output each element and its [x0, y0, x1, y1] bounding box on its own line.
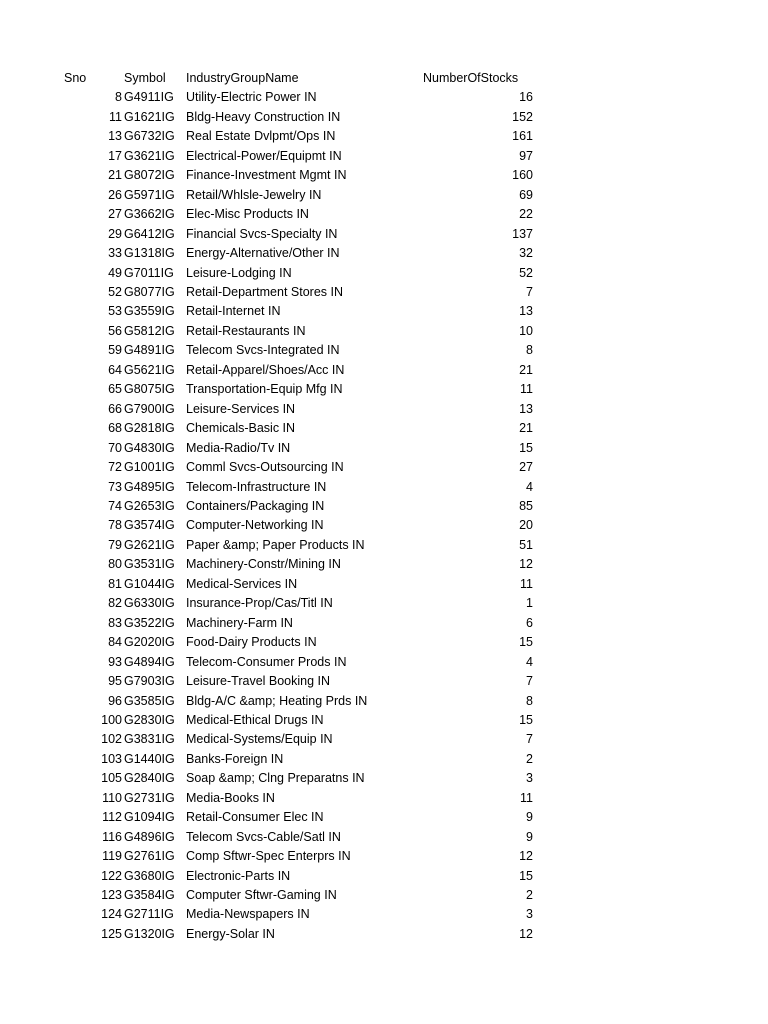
table-row: [0, 186, 768, 205]
sno-cell: 81: [108, 576, 122, 591]
symbol-cell: G1440IG: [124, 751, 175, 766]
symbol-cell: G2711IG: [124, 907, 174, 922]
industry-group-name-cell: Paper &amp; Paper Products IN: [186, 537, 365, 552]
symbol-cell: G4894IG: [124, 654, 175, 669]
symbol-cell: G7011IG: [124, 265, 174, 280]
table-row: [0, 322, 768, 341]
table-body: [0, 88, 768, 944]
sno-cell: 65: [108, 382, 122, 397]
sno-cell: 64: [108, 362, 122, 377]
industry-group-name-cell: Media-Newspapers IN: [186, 907, 310, 922]
number-of-stocks-cell: 13: [519, 304, 533, 319]
symbol-cell: G3522IG: [124, 615, 175, 630]
table-row: [0, 847, 768, 866]
sno-cell: 74: [108, 498, 122, 513]
industry-group-name-cell: Retail/Whlsle-Jewelry IN: [186, 187, 322, 202]
number-of-stocks-cell: 9: [526, 829, 533, 844]
sno-cell: 96: [108, 693, 122, 708]
sno-cell: 72: [108, 460, 122, 475]
table-row: [0, 244, 768, 263]
symbol-cell: G5621IG: [124, 362, 175, 377]
industry-group-name-cell: Retail-Restaurants IN: [186, 323, 306, 338]
industry-group-name-cell: Insurance-Prop/Cas/Titl IN: [186, 596, 333, 611]
sno-cell: 84: [108, 635, 122, 650]
table-row: [0, 205, 768, 224]
sno-cell: 80: [108, 557, 122, 572]
sno-cell: 123: [101, 888, 122, 903]
symbol-cell: G1044IG: [124, 576, 175, 591]
industry-group-name-cell: Computer-Networking IN: [186, 518, 324, 533]
symbol-cell: G3584IG: [124, 888, 175, 903]
header-industry-group-name: IndustryGroupName: [186, 71, 299, 85]
number-of-stocks-cell: 12: [519, 849, 533, 864]
number-of-stocks-cell: 11: [520, 382, 533, 397]
number-of-stocks-cell: 15: [519, 440, 533, 455]
header-sno: Sno: [64, 71, 87, 85]
symbol-cell: G3559IG: [124, 304, 175, 319]
header-number-of-stocks: NumberOfStocks: [423, 71, 519, 85]
symbol-cell: G8072IG: [124, 168, 175, 183]
industry-group-name-cell: Telecom Svcs-Integrated IN: [186, 343, 340, 358]
industry-group-name-cell: Soap &amp; Clng Preparatns IN: [186, 771, 365, 786]
table-row: [0, 769, 768, 788]
industry-group-name-cell: Media-Radio/Tv IN: [186, 440, 291, 455]
symbol-cell: G2761IG: [124, 849, 175, 864]
sno-cell: 102: [101, 732, 122, 747]
symbol-cell: G4896IG: [124, 829, 175, 844]
sno-cell: 103: [101, 751, 122, 766]
sno-cell: 78: [108, 518, 122, 533]
table-row: [0, 400, 768, 419]
sno-cell: 110: [102, 790, 122, 805]
sno-cell: 33: [108, 246, 122, 261]
industry-group-name-cell: Containers/Packaging IN: [186, 498, 325, 513]
number-of-stocks-cell: 4: [526, 654, 533, 669]
number-of-stocks-cell: 22: [519, 207, 533, 222]
industry-group-name-cell: Banks-Foreign IN: [186, 751, 284, 766]
symbol-cell: G6732IG: [124, 129, 175, 144]
industry-group-name-cell: Retail-Internet IN: [186, 304, 281, 319]
header-symbol: Symbol: [124, 71, 166, 85]
sno-cell: 52: [108, 284, 122, 299]
industry-group-name-cell: Electronic-Parts IN: [186, 868, 291, 883]
table-row: [0, 633, 768, 652]
symbol-cell: G2818IG: [124, 421, 175, 436]
symbol-cell: G1621IG: [124, 109, 175, 124]
number-of-stocks-cell: 21: [519, 362, 533, 377]
number-of-stocks-cell: 1: [526, 596, 533, 611]
sno-cell: 66: [108, 401, 122, 416]
industry-group-name-cell: Machinery-Constr/Mining IN: [186, 557, 341, 572]
sno-cell: 95: [108, 674, 122, 689]
number-of-stocks-cell: 152: [512, 109, 533, 124]
table-row: [0, 925, 768, 944]
industry-group-name-cell: Telecom-Consumer Prods IN: [186, 654, 347, 669]
number-of-stocks-cell: 2: [526, 751, 533, 766]
sno-cell: 27: [108, 207, 122, 222]
symbol-cell: G8075IG: [124, 382, 175, 397]
symbol-cell: G2731IG: [124, 790, 175, 805]
symbol-cell: G7900IG: [124, 401, 175, 416]
number-of-stocks-cell: 15: [519, 868, 533, 883]
symbol-cell: G7903IG: [124, 674, 175, 689]
industry-group-name-cell: Real Estate Dvlpmt/Ops IN: [186, 129, 336, 144]
table-row: [0, 225, 768, 244]
table-row: [0, 127, 768, 146]
table-row: [0, 478, 768, 497]
table-row: [0, 361, 768, 380]
industry-group-name-cell: Energy-Alternative/Other IN: [186, 246, 340, 261]
industry-group-table: [0, 69, 768, 944]
number-of-stocks-cell: 7: [526, 732, 533, 747]
sno-cell: 116: [102, 829, 122, 844]
number-of-stocks-cell: 10: [519, 323, 533, 338]
symbol-cell: G4895IG: [124, 479, 175, 494]
table-row: [0, 88, 768, 107]
symbol-cell: G3585IG: [124, 693, 175, 708]
table-row: [0, 730, 768, 749]
industry-group-name-cell: Leisure-Travel Booking IN: [186, 674, 331, 689]
sno-cell: 53: [108, 304, 122, 319]
number-of-stocks-cell: 12: [519, 926, 533, 941]
table-row: [0, 614, 768, 633]
table-row: [0, 575, 768, 594]
industry-group-name-cell: Finance-Investment Mgmt IN: [186, 168, 347, 183]
table-row: [0, 905, 768, 924]
table-row: [0, 536, 768, 555]
industry-group-name-cell: Financial Svcs-Specialty IN: [186, 226, 338, 241]
table-row: [0, 828, 768, 847]
sno-cell: 105: [101, 771, 122, 786]
number-of-stocks-cell: 4: [526, 479, 533, 494]
sno-cell: 93: [108, 654, 122, 669]
sno-cell: 112: [102, 810, 122, 825]
sno-cell: 17: [108, 148, 122, 163]
sno-cell: 70: [108, 440, 122, 455]
sno-cell: 124: [101, 907, 122, 922]
number-of-stocks-cell: 2: [526, 888, 533, 903]
table-row: [0, 867, 768, 886]
industry-group-name-cell: Telecom-Infrastructure IN: [186, 479, 327, 494]
symbol-cell: G1001IG: [124, 460, 175, 475]
sno-cell: 82: [108, 596, 122, 611]
table-row: [0, 439, 768, 458]
sno-cell: 68: [108, 421, 122, 436]
symbol-cell: G3831IG: [124, 732, 175, 747]
number-of-stocks-cell: 7: [526, 284, 533, 299]
table-row: [0, 264, 768, 283]
symbol-cell: G4911IG: [124, 90, 174, 105]
number-of-stocks-cell: 16: [519, 90, 533, 105]
sno-cell: 122: [101, 868, 122, 883]
sno-cell: 125: [101, 926, 122, 941]
industry-group-name-cell: Electrical-Power/Equipmt IN: [186, 148, 342, 163]
number-of-stocks-cell: 85: [519, 498, 533, 513]
table-row: [0, 419, 768, 438]
sno-cell: 59: [108, 343, 122, 358]
table-row: [0, 653, 768, 672]
number-of-stocks-cell: 9: [526, 810, 533, 825]
industry-group-name-cell: Machinery-Farm IN: [186, 615, 293, 630]
industry-group-name-cell: Medical-Ethical Drugs IN: [186, 712, 324, 727]
sno-cell: 83: [108, 615, 122, 630]
sno-cell: 73: [108, 479, 122, 494]
sno-cell: 21: [108, 168, 122, 183]
industry-group-name-cell: Bldg-A/C &amp; Heating Prds IN: [186, 693, 368, 708]
industry-group-name-cell: Leisure-Lodging IN: [186, 265, 292, 280]
table-row: [0, 283, 768, 302]
table-row: [0, 380, 768, 399]
symbol-cell: G3621IG: [124, 148, 175, 163]
number-of-stocks-cell: 69: [519, 187, 533, 202]
table-row: [0, 594, 768, 613]
industry-group-name-cell: Medical-Services IN: [186, 576, 298, 591]
industry-group-name-cell: Retail-Department Stores IN: [186, 284, 344, 299]
industry-group-name-cell: Retail-Apparel/Shoes/Acc IN: [186, 362, 345, 377]
industry-group-name-cell: Media-Books IN: [186, 790, 275, 805]
table-row: [0, 341, 768, 360]
industry-group-name-cell: Elec-Misc Products IN: [186, 207, 309, 222]
symbol-cell: G1318IG: [124, 246, 175, 261]
table-row: [0, 516, 768, 535]
symbol-cell: G4891IG: [124, 343, 175, 358]
symbol-cell: G6330IG: [124, 596, 175, 611]
table-row: [0, 711, 768, 730]
number-of-stocks-cell: 97: [519, 148, 533, 163]
table-row: [0, 302, 768, 321]
sno-cell: 13: [108, 129, 122, 144]
industry-group-name-cell: Comml Svcs-Outsourcing IN: [186, 460, 344, 475]
table-row: [0, 458, 768, 477]
industry-group-name-cell: Leisure-Services IN: [186, 401, 296, 416]
symbol-cell: G3574IG: [124, 518, 175, 533]
sno-cell: 79: [108, 537, 122, 552]
symbol-cell: G2020IG: [124, 635, 175, 650]
number-of-stocks-cell: 6: [526, 615, 533, 630]
industry-group-name-cell: Transportation-Equip Mfg IN: [186, 382, 343, 397]
number-of-stocks-cell: 137: [512, 226, 533, 241]
number-of-stocks-cell: 21: [519, 421, 533, 436]
industry-group-name-cell: Medical-Systems/Equip IN: [186, 732, 333, 747]
industry-group-name-cell: Energy-Solar IN: [186, 926, 275, 941]
sno-cell: 29: [108, 226, 122, 241]
industry-group-name-cell: Food-Dairy Products IN: [186, 635, 317, 650]
table-row: [0, 555, 768, 574]
industry-group-name-cell: Retail-Consumer Elec IN: [186, 810, 324, 825]
number-of-stocks-cell: 52: [519, 265, 533, 280]
symbol-cell: G3680IG: [124, 868, 175, 883]
table-row: [0, 808, 768, 827]
table-header-row: [0, 69, 768, 88]
sno-cell: 8: [115, 90, 122, 105]
number-of-stocks-cell: 160: [512, 168, 533, 183]
table-row: [0, 166, 768, 185]
symbol-cell: G3531IG: [124, 557, 175, 572]
table-row: [0, 750, 768, 769]
number-of-stocks-cell: 20: [519, 518, 533, 533]
table-row: [0, 147, 768, 166]
symbol-cell: G2830IG: [124, 712, 175, 727]
number-of-stocks-cell: 13: [519, 401, 533, 416]
symbol-cell: G1094IG: [124, 810, 175, 825]
sno-cell: 100: [101, 712, 122, 727]
symbol-cell: G5812IG: [124, 323, 175, 338]
industry-group-name-cell: Comp Sftwr-Spec Enterprs IN: [186, 849, 351, 864]
table-row: [0, 672, 768, 691]
sno-cell: 11: [109, 109, 122, 124]
symbol-cell: G2840IG: [124, 771, 175, 786]
number-of-stocks-cell: 3: [526, 907, 533, 922]
symbol-cell: G4830IG: [124, 440, 175, 455]
number-of-stocks-cell: 12: [519, 557, 533, 572]
table-row: [0, 886, 768, 905]
number-of-stocks-cell: 27: [519, 460, 533, 475]
industry-group-name-cell: Utility-Electric Power IN: [186, 90, 317, 105]
number-of-stocks-cell: 7: [526, 674, 533, 689]
sno-cell: 119: [102, 849, 122, 864]
number-of-stocks-cell: 11: [520, 576, 533, 591]
symbol-cell: G2621IG: [124, 537, 175, 552]
number-of-stocks-cell: 3: [526, 771, 533, 786]
symbol-cell: G2653IG: [124, 498, 175, 513]
table-row: [0, 108, 768, 127]
industry-group-name-cell: Telecom Svcs-Cable/Satl IN: [186, 829, 341, 844]
symbol-cell: G6412IG: [124, 226, 175, 241]
number-of-stocks-cell: 15: [519, 635, 533, 650]
number-of-stocks-cell: 161: [512, 129, 533, 144]
number-of-stocks-cell: 11: [520, 790, 533, 805]
table-row: [0, 789, 768, 808]
table-row: [0, 497, 768, 516]
symbol-cell: G3662IG: [124, 207, 175, 222]
sno-cell: 26: [108, 187, 122, 202]
number-of-stocks-cell: 51: [519, 537, 533, 552]
number-of-stocks-cell: 8: [526, 343, 533, 358]
symbol-cell: G5971IG: [124, 187, 175, 202]
sno-cell: 49: [108, 265, 122, 280]
symbol-cell: G8077IG: [124, 284, 175, 299]
number-of-stocks-cell: 32: [519, 246, 533, 261]
sno-cell: 56: [108, 323, 122, 338]
table-row: [0, 692, 768, 711]
industry-group-name-cell: Chemicals-Basic IN: [186, 421, 296, 436]
number-of-stocks-cell: 8: [526, 693, 533, 708]
industry-group-name-cell: Computer Sftwr-Gaming IN: [186, 888, 337, 903]
industry-group-name-cell: Bldg-Heavy Construction IN: [186, 109, 341, 124]
symbol-cell: G1320IG: [124, 926, 175, 941]
number-of-stocks-cell: 15: [519, 712, 533, 727]
